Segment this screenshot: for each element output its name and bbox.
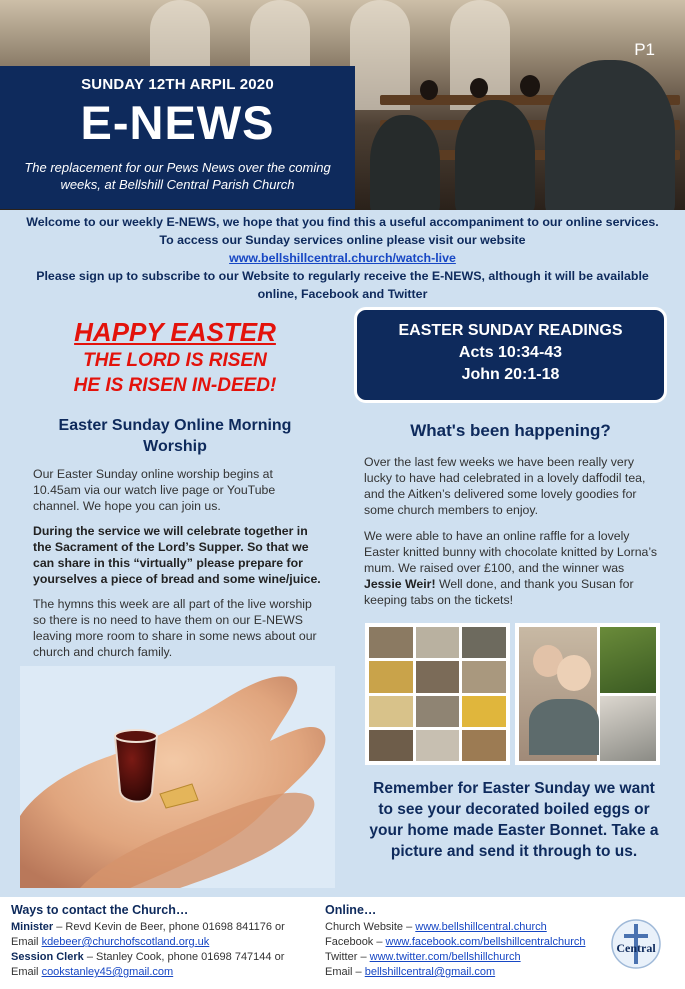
contact-heading: Ways to contact the Church… [11,903,189,917]
daffodil-tea-collage [365,623,510,765]
contact-footer [0,897,685,989]
worship-text [33,466,323,669]
risen-indeed: HE IS RISEN IN-DEED! [73,375,277,396]
welcome-block [20,213,665,303]
clerk-label: Session Clerk [11,951,84,963]
subscribe-text: Please sign up to subscribe to our Website to regularly receive the E-NEWS, although it will be available online, Facebook and Twitter [36,269,649,301]
email-link[interactable]: bellshillcentral@gmail.com [364,966,496,978]
minister-line [11,920,311,935]
reading-acts: Acts 10:34-43 [458,344,563,361]
website-link[interactable]: www.bellshillcentral.church [415,921,547,933]
title-panel [0,66,355,209]
worship-paragraph-2: During the service we will celebrate together in the Sacrament of the Lord’s Supper. So that we can share in this “virtually” please prepare for yourselves a piece of bread and some wine/juice. [33,524,321,586]
facebook-link[interactable]: www.facebook.com/bellshillcentralchurch [385,936,586,948]
communion-hands-image [20,666,335,888]
happening-text [364,454,664,618]
minister-details: – Revd Kevin de Beer, phone 01698 841176 or [53,921,285,933]
minister-email-line [11,935,311,950]
reading-john: John 20:1-18 [461,366,560,383]
raffle-text: We were able to have an online raffle for a lovely Easter knitted bunny with chocolate knitted by Lorna’s mum. We raised over £100, and the winner was [364,529,658,575]
happening-paragraph-2 [364,528,664,608]
email-label: Email – [325,966,365,978]
clerk-details: – Stanley Cook, phone 01698 747144 or [83,951,285,963]
clerk-line [11,950,311,965]
newsletter-title: E-NEWS [80,96,275,149]
happening-heading: What's been happening? [410,421,611,440]
watch-live-link[interactable]: www.bellshillcentral.church/watch-live [229,251,456,265]
happy-easter-block [35,316,315,398]
twitter-line [325,950,615,965]
online-heading: Online… [325,903,377,917]
facebook-line [325,935,615,950]
website-line [325,920,615,935]
raffle-winner: Jessie Weir! [364,577,436,591]
minister-email-label: Email [11,936,42,948]
church-family-collage [515,623,660,765]
contact-block [11,903,311,980]
remember-easter-message: Remember for Easter Sunday we want to see your decorated boiled eggs or your home made Easter Bonnet. Take a picture and send it through to us. [369,780,659,860]
worship-paragraph-1: Our Easter Sunday online worship begins at 10.45am via our watch live page or YouTube channel. We hope you can join us. [33,467,276,513]
happening-paragraph-1: Over the last few weeks we have been really very lucky to have had celebrated in a lovely daffodil tea, and the Aitken’s delivered some lovely goodies for some church members to enjoy. [364,455,646,517]
easter-readings-box [354,307,667,403]
email-line [325,965,615,980]
clerk-email-link[interactable]: cookstanley45@gmail.com [41,966,174,978]
welcome-text: Welcome to our weekly E-NEWS, we hope that you find this a useful accompaniment to our online services. To access our Sunday services online please visit our website [26,215,659,247]
twitter-label: Twitter – [325,951,370,963]
website-label: Church Website – [325,921,416,933]
clerk-email-label: Email [11,966,42,978]
worship-heading: Easter Sunday Online Morning Worship [58,417,292,455]
minister-email-link[interactable]: kdebeer@churchofscotland.org.uk [41,936,210,948]
newsletter-subtitle: The replacement for our Pews News over the coming weeks, at Bellshill Central Parish Church [24,160,331,192]
minister-label: Minister [11,921,54,933]
readings-title: EASTER SUNDAY READINGS [398,322,623,339]
raffle-thanks: Well done, and thank you Susan for keeping tabs on the tickets! [364,577,634,607]
worship-paragraph-3: The hymns this week are all part of the live worship so there is no need to have them on our E-NEWS leaving more room to share in some news about our church and church family. [33,597,317,659]
logo-text: Central [616,941,656,955]
lord-is-risen: THE LORD IS RISEN [83,350,267,371]
page-number: P1 [634,40,655,59]
clerk-email-line [11,965,311,980]
online-block [325,903,615,980]
happy-easter-title: HAPPY EASTER [74,317,276,347]
central-church-logo [610,918,662,970]
issue-date: SUNDAY 12TH ARPIL 2020 [81,76,274,93]
facebook-label: Facebook – [325,936,386,948]
twitter-link[interactable]: www.twitter.com/bellshillchurch [369,951,521,963]
